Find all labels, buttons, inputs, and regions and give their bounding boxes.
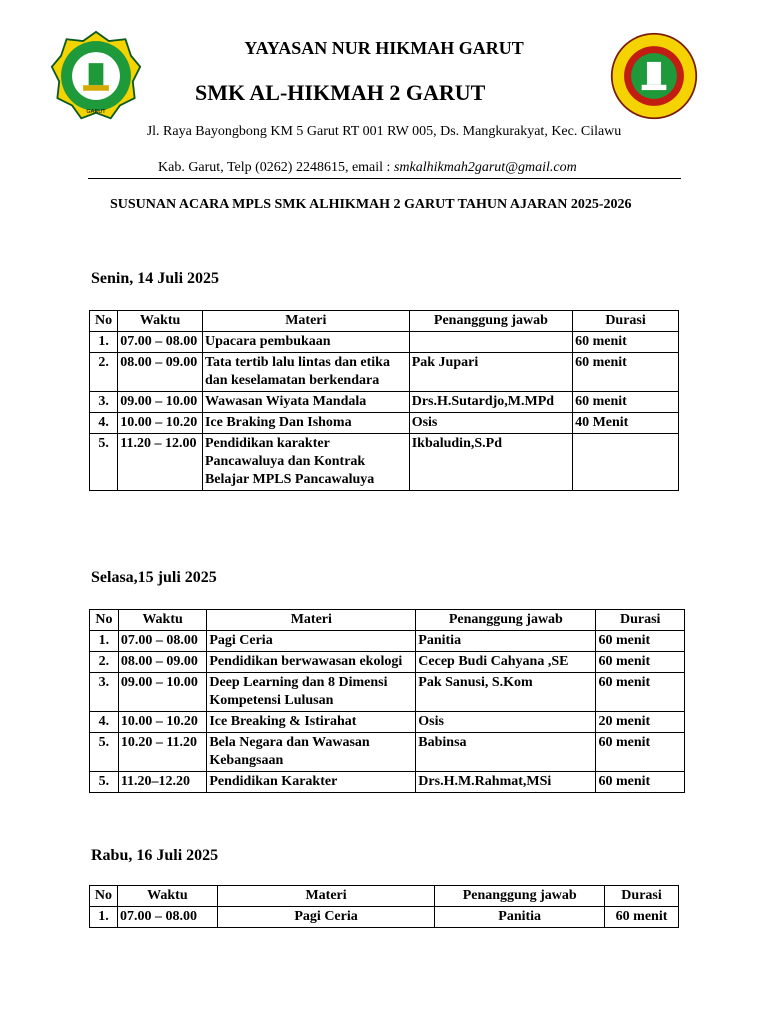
cell-waktu: 08.00 – 09.00 (118, 652, 207, 673)
cell-no: 5. (90, 733, 119, 772)
cell-materi: Bela Negara dan Wawasan Kebangsaan (207, 733, 416, 772)
cell-materi: Pendidikan berwawasan ekologi (207, 652, 416, 673)
day-title-wednesday: Rabu, 16 Juli 2025 (91, 847, 219, 864)
cell-waktu: 09.00 – 10.00 (118, 673, 207, 712)
col-header-no: No (90, 886, 118, 907)
col-header-waktu: Waktu (118, 311, 203, 332)
cell-no: 1. (90, 332, 118, 353)
cell-durasi: 60 menit (573, 392, 679, 413)
cell-durasi (573, 434, 679, 491)
cell-durasi: 60 menit (596, 733, 685, 772)
cell-no: 4. (90, 712, 119, 733)
schedule-table-monday (89, 310, 679, 491)
table-row (90, 353, 679, 392)
table-row (90, 392, 679, 413)
schedule-table-tuesday (89, 609, 685, 793)
col-header-durasi: Durasi (605, 886, 679, 907)
cell-materi: Pendidikan Karakter (207, 772, 416, 793)
cell-materi: Pagi Ceria (217, 907, 435, 928)
cell-waktu: 10.00 – 10.20 (118, 712, 207, 733)
table-row (90, 332, 679, 353)
col-header-durasi: Durasi (596, 610, 685, 631)
cell-waktu: 11.20–12.20 (118, 772, 207, 793)
cell-durasi: 60 menit (573, 332, 679, 353)
col-header-materi: Materi (202, 311, 409, 332)
col-header-materi: Materi (217, 886, 435, 907)
table-row (90, 712, 685, 733)
col-header-materi: Materi (207, 610, 416, 631)
cell-waktu: 10.00 – 10.20 (118, 413, 203, 434)
cell-materi: Pendidikan karakter Pancawaluya dan Kontrak Belajar MPLS Pancawaluya (202, 434, 409, 491)
cell-pj: Panitia (416, 631, 596, 652)
cell-no: 2. (90, 652, 119, 673)
cell-durasi: 60 menit (596, 652, 685, 673)
col-header-no: No (90, 311, 118, 332)
cell-materi: Upacara pembukaan (202, 332, 409, 353)
foundation-name: YAYASAN NUR HIKMAH GARUT (244, 38, 524, 58)
cell-no: 4. (90, 413, 118, 434)
col-header-pj: Penanggung jawab (409, 311, 572, 332)
address-line-1: Jl. Raya Bayongbong KM 5 Garut RT 001 RW 005, Ds. Mangkurakyat, Kec. Cilawu (146, 124, 622, 139)
table-row (90, 733, 685, 772)
email-text: smkalhikmah2garut@gmail.com (393, 160, 577, 175)
cell-materi: Tata tertib lalu lintas dan etika dan keselamatan berkendara (202, 353, 409, 392)
cell-no: 2. (90, 353, 118, 392)
table-row (90, 631, 685, 652)
cell-pj: Panitia (435, 907, 605, 928)
cell-waktu: 07.00 – 08.00 (118, 631, 207, 652)
table-header-row (90, 311, 679, 332)
day-title-tuesday: Selasa,15 juli 2025 (91, 569, 217, 586)
cell-no: 1. (90, 631, 119, 652)
cell-no: 5. (90, 434, 118, 491)
cell-materi: Ice Braking Dan Ishoma (202, 413, 409, 434)
document-title: SUSUNAN ACARA MPLS SMK ALHIKMAH 2 GARUT TAHUN AJARAN 2025-2026 (110, 197, 632, 212)
school-name: SMK AL-HIKMAH 2 GARUT (195, 80, 486, 105)
cell-waktu: 07.00 – 08.00 (118, 332, 203, 353)
cell-waktu: 10.20 – 11.20 (118, 733, 207, 772)
cell-pj: Pak Sanusi, S.Kom (416, 673, 596, 712)
cell-pj (409, 332, 572, 353)
cell-materi: Wawasan Wiyata Mandala (202, 392, 409, 413)
cell-materi: Deep Learning dan 8 Dimensi Kompetensi Lulusan (207, 673, 416, 712)
table-header-row (90, 886, 679, 907)
cell-pj: Drs.H.M.Rahmat,MSi (416, 772, 596, 793)
cell-pj: Babinsa (416, 733, 596, 772)
table-row (90, 907, 679, 928)
day-title-monday: Senin, 14 Juli 2025 (91, 270, 220, 287)
cell-no: 3. (90, 392, 118, 413)
cell-pj: Osis (416, 712, 596, 733)
cell-materi: Pagi Ceria (207, 631, 416, 652)
cell-materi: Ice Breaking & Istirahat (207, 712, 416, 733)
cell-waktu: 09.00 – 10.00 (118, 392, 203, 413)
col-header-waktu: Waktu (117, 886, 217, 907)
cell-waktu: 08.00 – 09.00 (118, 353, 203, 392)
table-row (90, 434, 679, 491)
cell-waktu: 07.00 – 08.00 (117, 907, 217, 928)
cell-pj: Ikbaludin,S.Pd (409, 434, 572, 491)
cell-no: 1. (90, 907, 118, 928)
table-header-row (90, 610, 685, 631)
cell-no: 5. (90, 772, 119, 793)
cell-waktu: 11.20 – 12.00 (118, 434, 203, 491)
cell-pj: Cecep Budi Cahyana ,SE (416, 652, 596, 673)
schedule-table-wednesday (89, 885, 679, 928)
address-line-2 (158, 160, 577, 176)
address-contact: Kab. Garut, Telp (0262) 2248615, email : (158, 160, 394, 175)
cell-no: 3. (90, 673, 119, 712)
table-row (90, 772, 685, 793)
col-header-waktu: Waktu (118, 610, 207, 631)
table-row (90, 652, 685, 673)
col-header-durasi: Durasi (573, 311, 679, 332)
col-header-pj: Penanggung jawab (416, 610, 596, 631)
table-row (90, 413, 679, 434)
cell-pj: Pak Jupari (409, 353, 572, 392)
cell-durasi: 60 menit (596, 772, 685, 793)
cell-durasi: 40 Menit (573, 413, 679, 434)
table-row (90, 673, 685, 712)
cell-durasi: 60 menit (596, 673, 685, 712)
cell-durasi: 60 menit (573, 353, 679, 392)
col-header-pj: Penanggung jawab (435, 886, 605, 907)
col-header-no: No (90, 610, 119, 631)
cell-pj: Osis (409, 413, 572, 434)
cell-durasi: 60 menit (605, 907, 679, 928)
cell-durasi: 20 menit (596, 712, 685, 733)
svg-text:GARUT: GARUT (86, 108, 106, 115)
header-divider (88, 178, 681, 179)
cell-durasi: 60 menit (596, 631, 685, 652)
cell-pj: Drs.H.Sutardjo,M.MPd (409, 392, 572, 413)
